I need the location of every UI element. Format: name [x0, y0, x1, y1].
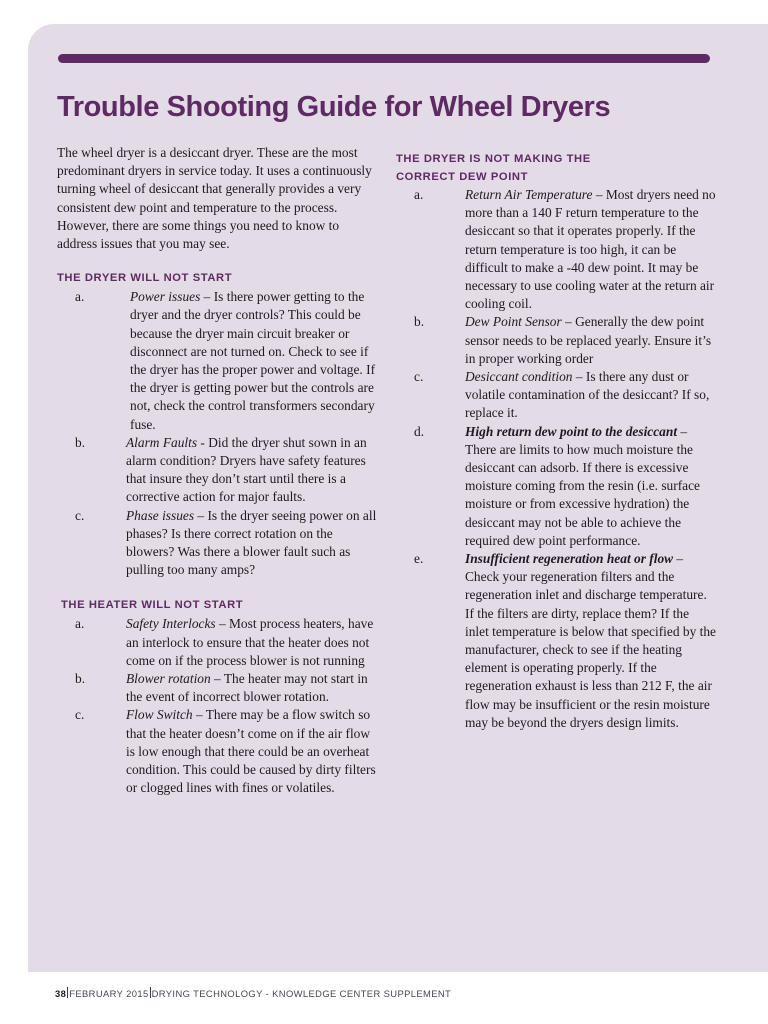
right-column [396, 150, 716, 732]
list-text: – Most dryers need no more than a 140 F return temperature to the desiccant so that it operates properly. If the return temperature is too high, it can be difficult to make a -40 dew point. It may be necessary to use cooling water at the return air cooling coil. [465, 187, 716, 312]
list-letter: b. [414, 314, 425, 330]
left-column [57, 144, 379, 798]
list-text: – Is there power getting to the dryer and the dryer controls? This could be because the dryer main circuit breaker or disconnect are not turned on. Check to see if the dryer has the proper power and voltage. If the dryer is getting power but the controls are not, check the control transformers secondary fuse. [130, 289, 376, 432]
page-number: 38 [55, 988, 67, 999]
list-item-body [465, 368, 716, 423]
list-item-body [126, 706, 379, 797]
list-item [57, 706, 379, 797]
list-letter: c. [75, 707, 85, 723]
page-footer [55, 987, 451, 999]
list-letter: d. [414, 423, 425, 439]
footer-divider [150, 987, 151, 998]
list-item-body [126, 434, 379, 507]
section-heading-dew-point: THE DRYER IS NOT MAKING THE CORRECT DEW POINT [396, 153, 591, 183]
list-letter: a. [414, 187, 424, 202]
list-item [396, 313, 716, 368]
section-heading-heater-not-start: THE HEATER WILL NOT START [61, 599, 244, 612]
list-term: Insufficient regeneration heat or flow [465, 551, 674, 567]
list-letter: e. [414, 551, 424, 567]
list-text: – Is there any dust or volatile contamination of the desiccant? If so, replace it. [465, 369, 710, 421]
list-item-body [465, 550, 716, 732]
list-letter: a. [75, 616, 85, 632]
list-item [396, 186, 716, 313]
list-item-body [465, 423, 716, 550]
footer-publication: DRYING TECHNOLOGY - KNOWLEDGE CENTER SUPPLEMENT [151, 988, 452, 999]
list-item-body [465, 313, 716, 368]
list-text: – The heater may not start in the event of incorrect blower rotation. [126, 671, 368, 705]
list-item [57, 434, 379, 507]
list-text: – Check your regeneration filters and the regeneration inlet and discharge temperature. If the filters are dirty, replace them? If the inlet temperature is below that specified by the manufacturer, check to see if the heating element is operating properly. If the regeneration exhaust is less than 212 F, the air flow may be insufficient or the resin moisture may be beyond the dryers design limits. [465, 551, 716, 730]
list-text: – Is the dryer seeing power on all phases? Is there correct rotation on the blowers? Was there a blower fault such as pulling too many amps? [126, 507, 377, 578]
list-text: - Did the dryer shut sown in an alarm condition? Dryers have safety features that insure they don’t start until there is a corrective action for major faults. [126, 434, 367, 505]
list-text: – Most process heaters, have an interlock to ensure that the heater does not come on if the process blower is not running [126, 616, 374, 668]
list-item [396, 550, 716, 732]
list-item [57, 670, 379, 706]
list-term: Desiccant condition [465, 369, 573, 385]
list-item [57, 615, 379, 670]
list-letter: b. [75, 434, 86, 450]
list-letter: b. [75, 671, 86, 687]
list-item [57, 288, 379, 434]
list-item-body [126, 670, 379, 706]
list-item-body [130, 288, 379, 434]
list-item-body [126, 615, 379, 670]
list-term: Safety Interlocks [126, 616, 216, 632]
list-term: Power issues [130, 289, 201, 305]
list-term: High return dew point to the desiccant [465, 423, 678, 439]
list-letter: c. [75, 507, 85, 523]
page-title: Trouble Shooting Guide for Wheel Dryers [57, 91, 611, 123]
list-text: – There may be a flow switch so that the heater doesn’t come on if the air flow is low enough that there could be an overheat condition. This could be caused by dirty filters or clogged lines with fines or volatiles. [126, 707, 376, 796]
list-item-body [465, 186, 716, 313]
list-text: – Generally the dew point sensor needs to be replaced yearly. Ensure it’s in proper working order [465, 314, 712, 366]
list-item [396, 423, 716, 550]
list-item [396, 368, 716, 423]
header-rule [58, 54, 710, 63]
list-term: Dew Point Sensor [465, 314, 562, 330]
list-letter: a. [75, 289, 85, 305]
section-heading-dryer-not-start: THE DRYER WILL NOT START [57, 272, 233, 285]
footer-date: FEBRUARY 2015 [69, 988, 149, 999]
list-letter: c. [414, 369, 424, 385]
list-text: – There are limits to how much moisture the desiccant can adsorb. If there is excessive moisture coming from the resin (i.e. surface moisture or from excessive hydration) the desiccant may not be able to achieve the required dew point performance. [465, 423, 701, 548]
list-term: Alarm Faults [126, 434, 198, 450]
list-term: Flow Switch [126, 707, 193, 723]
list-term: Blower rotation [126, 671, 211, 687]
intro-paragraph: The wheel dryer is a desiccant dryer. These are the most predominant dryers in service today. It uses a continuously turning wheel of desiccant that generally provides a very consistent dew point and temperature to the process. However, there are some things you need to know to address issues that you may see. [57, 145, 372, 252]
list-item [57, 507, 379, 580]
list-term: Return Air Temperature [465, 187, 593, 202]
list-term: Phase issues [126, 507, 195, 523]
list-item-body [126, 507, 379, 580]
